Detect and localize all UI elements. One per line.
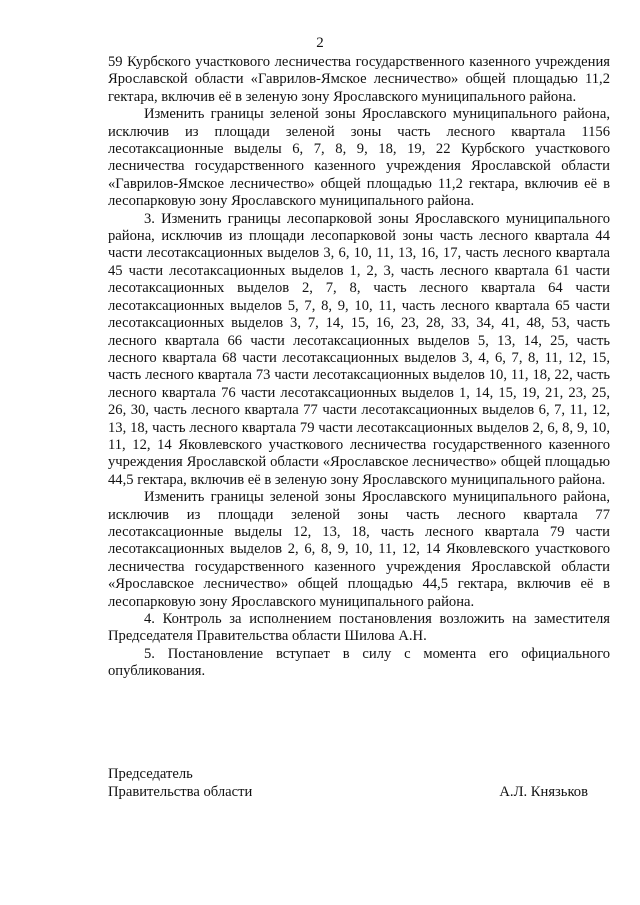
paragraph-green-zone-kurbsky: Изменить границы зеленой зоны Ярославского муниципального района, исключив из площади зеленой зоны часть лесного квартала 1156 лесотаксационные выделы 6, 7, 8, 9, 18, 19, 22 Курбского участкового лесничества государственного казенного учреждения Ярославской области «Гаврилов-Ямское лесничество» общей площадью 11,2 гектара, включив её в лесопарковую зону Ярославского муниципального района. xyxy=(108,106,610,210)
paragraph-continuation: 59 Курбского участкового лесничества государственного казенного учреждения Ярославской области «Гаврилов-Ямское лесничество» общей площадью 11,2 гектара, включив её в зеленую зону Ярославского муниципального района. xyxy=(108,54,610,105)
paragraph-item-3: 3. Изменить границы лесопарковой зоны Ярославского муниципального района, исключив из площади лесопарковой зоны часть лесного квартала 44 части лесотаксационных выделов 3, 6, 10, 11, 13, 16, 17, часть лесного квартала 45 части лесотаксационных выделов 1, 2, 3, часть лесного квартала 61 части лесотаксационных выделов 2, 7, 8, часть лесного квартала 64 части лесотаксационных выделов 5, 7, 8, 9, 10, 11, часть лесного квартала 65 части лесотаксационных выделов 3, 7, 14, 15, 16, 23, 28, 33, 34, 41, 48, 53, часть лесного квартала 66 части лесотаксационных выделов 5, 13, 14, 25, часть лесного квартала 68 части лесотаксационных выделов 3, 4, 6, 7, 8, 11, 12, 15, часть лесного квартала 73 части лесотаксационных выделов 10, 11, 18, 22, часть лесного квартала 76 части лесотаксационных выделов 1, 14, 15, 19, 21, 23, 25, 26, 30, часть лесного квартала 77 части лесотаксационных выделов 6, 7, 11, 12, 13, 18, часть лесного квартала 79 части лесотаксационных выделов 2, 6, 8, 9, 10, 11, 12, 14 Яковлевского участкового лесничества государственного казенного учреждения Ярославской области «Ярославское лесничество» общей площадью 44,5 гектара, включив её в зеленую зону Ярославского муниципального района. xyxy=(108,210,610,488)
signatory-title-line1: Председатель xyxy=(108,766,193,782)
document-body xyxy=(108,54,610,681)
signatory-name: А.Л. Князьков xyxy=(499,784,588,800)
signature-block xyxy=(108,765,610,801)
paragraph-item-4: 4. Контроль за исполнением постановления возложить на заместителя Председателя Правительства области Шилова А.Н. xyxy=(108,611,610,645)
page-number: 2 xyxy=(316,35,324,51)
paragraph-green-zone-yakovlevsky: Изменить границы зеленой зоны Ярославского муниципального района, исключив из площади зеленой зоны часть лесного квартала 77 лесотаксационные выделы 12, 13, 18, часть лесного квартала 79 части лесотаксационных выделов 2, 6, 8, 9, 10, 11, 12, 14 Яковлевского участкового лесничества государственного казенного учреждения Ярославской области «Ярославское лесничество» общей площадью 44,5 гектара, включив её в лесопарковую зону Ярославского муниципального района. xyxy=(108,489,610,610)
paragraph-item-5: 5. Постановление вступает в силу с момента его официального опубликования. xyxy=(108,645,610,680)
signatory-title-line2: Правительства области xyxy=(108,784,253,800)
